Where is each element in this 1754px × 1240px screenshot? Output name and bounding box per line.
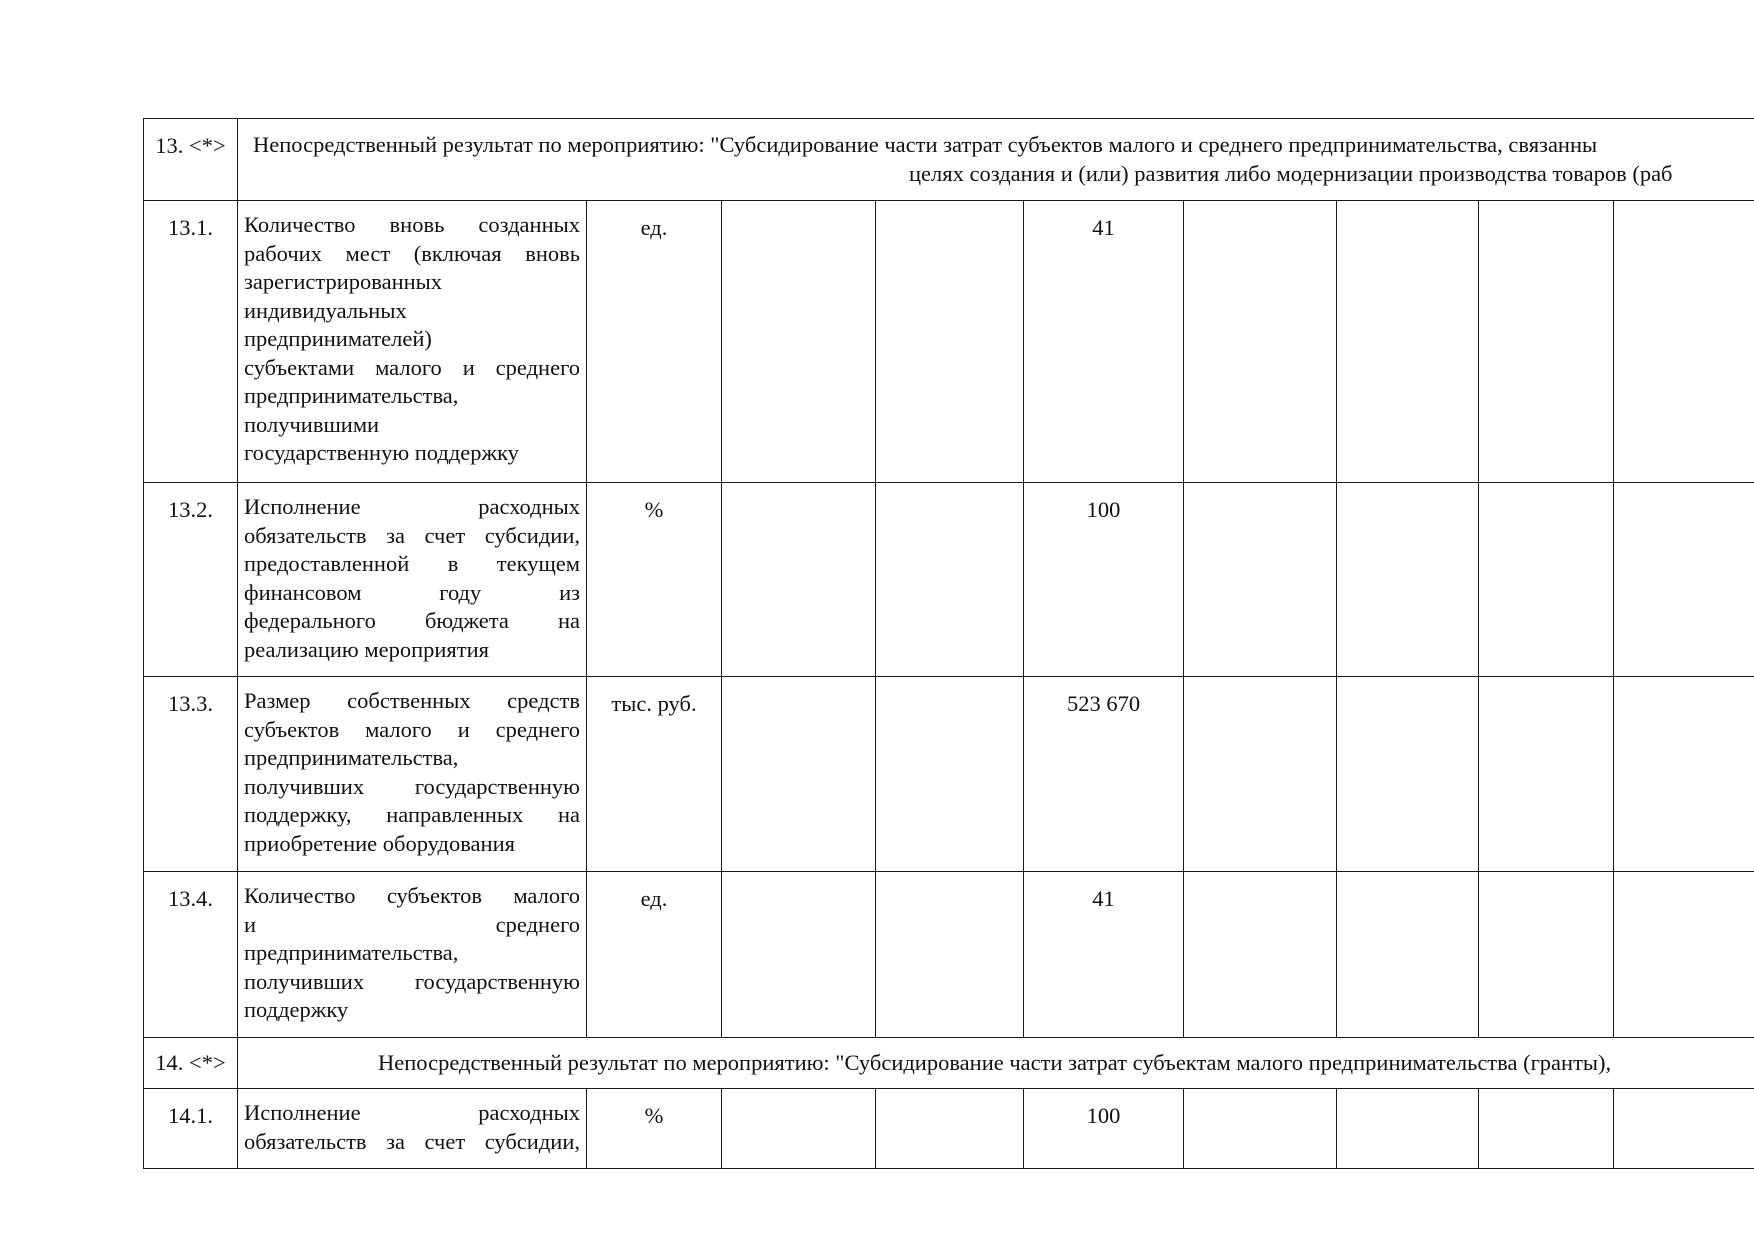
- value-cell: 100: [1024, 1089, 1184, 1169]
- indicator-name: [238, 872, 587, 1038]
- row-number: 13.4.: [144, 872, 238, 1038]
- indicator-name: [238, 677, 587, 872]
- indicator-name: [238, 483, 587, 677]
- name-line: и среднего: [244, 911, 580, 937]
- empty-cell: [1479, 483, 1614, 677]
- empty-cell: [722, 677, 876, 872]
- name-line: получившими: [244, 411, 380, 437]
- name-line: Исполнение расходных: [244, 1100, 580, 1125]
- name-line: реализацию мероприятия: [244, 636, 489, 662]
- section-title-line-1: Непосредственный результат по мероприятию: "Субсидирование части затрат субъектам малого предпринимательства (гранты),: [378, 1050, 1612, 1075]
- name-line: индивидуальных: [244, 297, 407, 323]
- unit-cell: %: [587, 483, 722, 677]
- name-line: Исполнение расходных: [244, 494, 580, 519]
- name-line: Количество вновь созданных: [244, 212, 580, 237]
- name-line: предпринимательства,: [244, 383, 459, 408]
- empty-cell: [1184, 872, 1337, 1038]
- unit-cell: %: [587, 1089, 722, 1169]
- empty-cell: [1337, 872, 1479, 1038]
- empty-cell: [1337, 1089, 1479, 1169]
- value-cell: 100: [1024, 483, 1184, 677]
- empty-cell: [876, 483, 1024, 677]
- row-number: 14.1.: [144, 1089, 238, 1169]
- name-line: федерального бюджета на: [244, 608, 580, 633]
- section-number: 14. <*>: [144, 1038, 238, 1089]
- empty-cell: [1337, 483, 1479, 677]
- row-number: 13.3.: [144, 677, 238, 872]
- name-line: субъектов малого и среднего: [244, 716, 580, 742]
- name-line: получивших государственную: [244, 968, 580, 994]
- table-row: [144, 872, 1754, 1038]
- unit-cell: тыс. руб.: [587, 677, 722, 872]
- name-line: финансовом году из: [244, 579, 580, 605]
- empty-cell: [722, 872, 876, 1038]
- results-table: [143, 118, 1754, 1169]
- table-row: [144, 1089, 1754, 1169]
- section-number: 13. <*>: [144, 119, 238, 201]
- name-line: обязательств за счет субсидии,: [244, 522, 580, 548]
- empty-cell: [1479, 872, 1614, 1038]
- empty-cell: [876, 677, 1024, 872]
- empty-cell: [876, 1089, 1024, 1169]
- empty-cell: [1614, 677, 1754, 872]
- name-line: поддержку: [244, 997, 349, 1022]
- empty-cell: [1184, 483, 1337, 677]
- table-row: [144, 483, 1754, 677]
- name-line: государственную поддержку: [244, 440, 519, 465]
- name-line: предоставленной в текущем: [244, 551, 580, 576]
- empty-cell: [1337, 677, 1479, 872]
- section-13-header-row: [144, 119, 1754, 201]
- empty-cell: [876, 872, 1024, 1038]
- value-cell: 523 670: [1024, 677, 1184, 872]
- unit-cell: ед.: [587, 201, 722, 483]
- empty-cell: [722, 483, 876, 677]
- name-line: Размер собственных средств: [244, 688, 580, 713]
- name-line: предпринимательства,: [244, 940, 459, 965]
- name-line: обязательств за счет субсидии,: [244, 1128, 580, 1154]
- empty-cell: [1337, 201, 1479, 483]
- name-line: зарегистрированных: [244, 269, 443, 294]
- row-number: 13.2.: [144, 483, 238, 677]
- empty-cell: [1614, 1089, 1754, 1169]
- table-row: [144, 677, 1754, 872]
- empty-cell: [1184, 677, 1337, 872]
- value-cell: 41: [1024, 201, 1184, 483]
- name-line: поддержку, направленных на: [244, 802, 580, 827]
- name-line: предпринимателей): [244, 326, 432, 351]
- empty-cell: [1479, 677, 1614, 872]
- indicator-name: [238, 1089, 587, 1169]
- empty-cell: [1614, 201, 1754, 483]
- name-line: субъектами малого и среднего: [244, 354, 580, 380]
- section-14-header-row: [144, 1038, 1754, 1089]
- unit-cell: ед.: [587, 872, 722, 1038]
- empty-cell: [722, 1089, 876, 1169]
- empty-cell: [722, 201, 876, 483]
- empty-cell: [1479, 201, 1614, 483]
- section-title: [238, 119, 1754, 201]
- row-number: 13.1.: [144, 201, 238, 483]
- value-cell: 41: [1024, 872, 1184, 1038]
- empty-cell: [1479, 1089, 1614, 1169]
- empty-cell: [1614, 872, 1754, 1038]
- indicator-name: [238, 201, 587, 483]
- empty-cell: [876, 201, 1024, 483]
- empty-cell: [1184, 1089, 1337, 1169]
- empty-cell: [1614, 483, 1754, 677]
- name-line: рабочих мест (включая вновь: [244, 240, 580, 266]
- name-line: Количество субъектов малого: [244, 883, 580, 908]
- section-title-line-2: целях создания и (или) развития либо модернизации производства товаров (раб: [909, 160, 1673, 186]
- empty-cell: [1184, 201, 1337, 483]
- name-line: предпринимательства,: [244, 745, 459, 770]
- section-title-line-1: Непосредственный результат по мероприятию: "Субсидирование части затрат субъектов малого и среднего предпринимательства, связанны: [253, 132, 1598, 157]
- table-row: [144, 201, 1754, 483]
- name-line: получивших государственную: [244, 773, 580, 799]
- name-line: приобретение оборудования: [244, 830, 515, 856]
- section-title: [238, 1038, 1754, 1089]
